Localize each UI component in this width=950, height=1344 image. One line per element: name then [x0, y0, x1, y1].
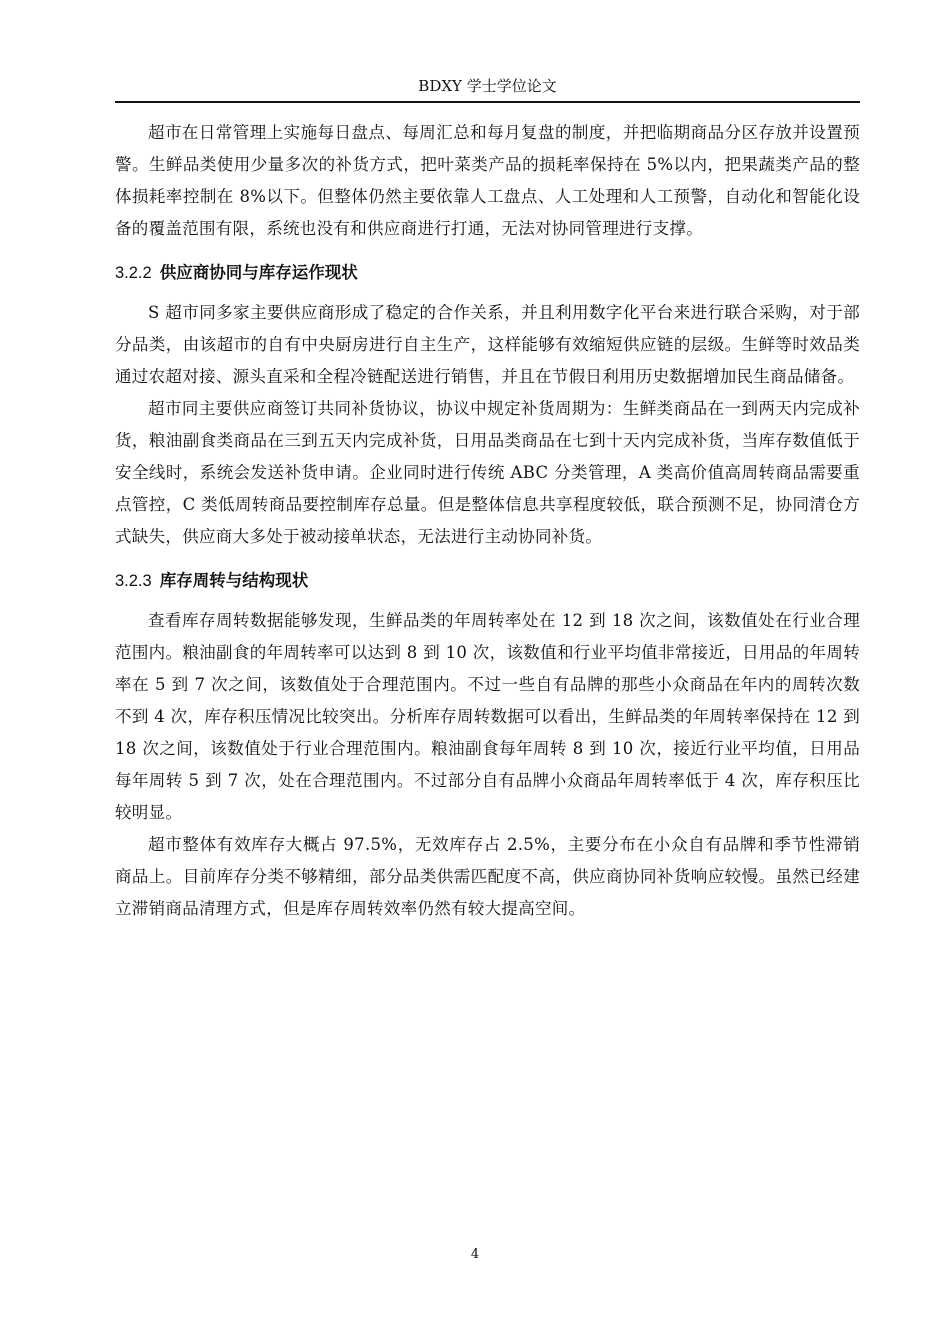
section-heading-3-2-3 [115, 565, 860, 597]
page-number: 4 [470, 1247, 480, 1262]
section-number: 3.2.2 [115, 264, 152, 282]
section-title: 库存周转与结构现状 [159, 571, 309, 590]
section-title: 供应商协同与库存运作现状 [159, 263, 358, 282]
body-paragraph: S 超市同多家主要供应商形成了稳定的合作关系，并且利用数字化平台来进行联合采购，对于部分品类，由该超市的自有中央厨房进行自主生产，这样能够有效缩短供应链的层级。生鲜等时效品类通过农超对接、源头直采和全程冷链配送进行销售，并且在节假日利用历史数据增加民生商品储备。 [115, 303, 860, 386]
body-paragraph: 超市同主要供应商签订共同补货协议，协议中规定补货周期为：生鲜类商品在一到两天内完成补货，粮油副食类商品在三到五天内完成补货，日用品类商品在七到十天内完成补货，当库存数值低于安全线时，系统会发送补货申请。企业同时进行传统 ABC 分类管理，A 类高价值高周转商品需要重点管控，C 类低周转商品要控制库存总量。但是整体信息共享程度较低，联合预测不足，协同清仓方式缺失，供应商大多处于被动接单状态，无法进行主动协同补货。 [115, 399, 860, 546]
section-number: 3.2.3 [115, 572, 152, 590]
body-paragraph: 超市整体有效库存大概占 97.5%，无效库存占 2.5%，主要分布在小众自有品牌和季节性滞销商品上。目前库存分类不够精细，部分品类供需匹配度不高，供应商协同补货响应较慢。虽然已经建立滞销商品清理方式，但是库存周转效率仍然有较大提高空间。 [115, 835, 860, 918]
body-paragraph: 超市在日常管理上实施每日盘点、每周汇总和每月复盘的制度，并把临期商品分区存放并设置预警。生鲜品类使用少量多次的补货方式，把叶菜类产品的损耗率保持在 5%以内，把果蔬类产品的整体损耗率控制在 8%以下。但整体仍然主要依靠人工盘点、人工处理和人工预警，自动化和智能化设备的覆盖范围有限，系统也没有和供应商进行打通，无法对协同管理进行支撑。 [115, 123, 860, 238]
page-body [115, 117, 860, 925]
header-divider [115, 101, 860, 103]
section-heading-3-2-2 [115, 257, 860, 289]
running-header: BDXY 学士学位论文 [418, 77, 557, 95]
body-paragraph: 查看库存周转数据能够发现，生鲜品类的年周转率处在 12 到 18 次之间，该数值处在行业合理范围内。粮油副食的年周转率可以达到 8 到 10 次，该数值和行业平均值非常接近，日用品的年周转率在 5 到 7 次之间，该数值处于合理范围内。不过一些自有品牌的那些小众商品在年内的周转次数不到 4 次，库存积压情况比较突出。分析库存周转数据可以看出，生鲜品类的年周转率保持在 12 到 18 次之间，该数值处于行业合理范围内。粮油副食每年周转 8 到 10 次，接近行业平均值，日用品每年周转 5 到 7 次，处在合理范围内。不过部分自有品牌小众商品年周转率低于 4 次，库存积压比较明显。 [115, 611, 860, 822]
